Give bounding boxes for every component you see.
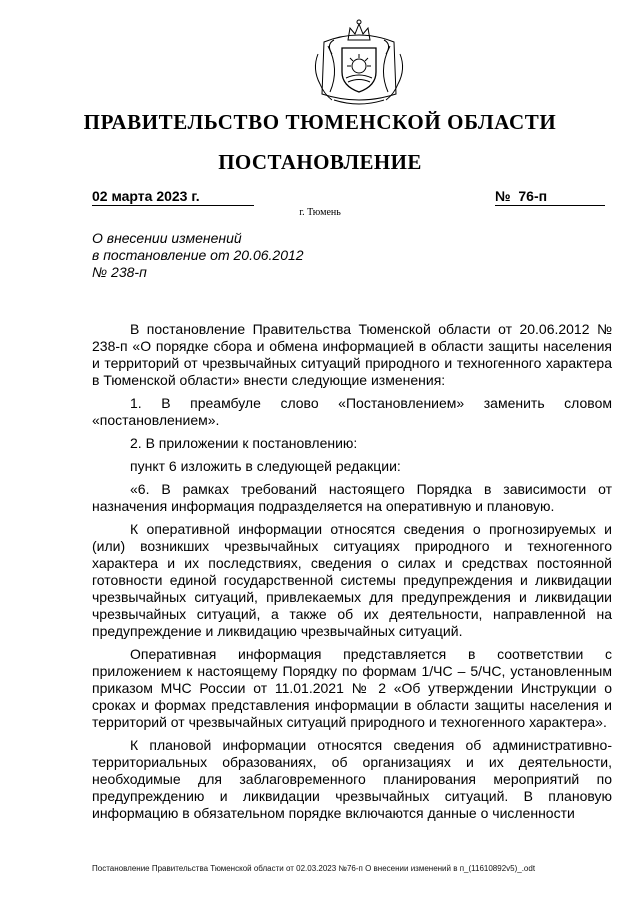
subject-line-2: в постановление от 20.06.2012: [92, 247, 304, 263]
paragraph-6: К оперативной информации относятся сведения о прогнозируемых и (или) возникших чрезвычайных ситуациях природного и техногенного характера и их последствиях, сведения о силах и средствах постоянной готовности единой государственной системы предупреждения и ликвидации чрезвычайных ситуаций, привлекаемых для предупреждения и ликвидации чрезвычайных ситуаций, а также об их деятельности, направленной на предупреждение и ликвидацию чрезвычайных ситуаций.: [92, 521, 612, 639]
document-type: ПОСТАНОВЛЕНИЕ: [218, 150, 422, 174]
subject-line-1: О внесении изменений: [92, 230, 242, 246]
paragraph-1: В постановление Правительства Тюменской области от 20.06.2012 № 238-п «О порядке сбора и обмена информацией в области защиты населения и территорий от чрезвычайных ситуаций природного и техногенного характера в Тюменской области» внести следующие изменения:: [92, 321, 612, 388]
document-date: 02 марта 2023 г.: [92, 188, 254, 206]
document-body: [92, 321, 612, 828]
paragraph-8: К плановой информации относятся сведения об административно-территориальных образованиях, об организациях и их деятельности, необходимые для заблаговременного планирования мероприятий по предупреждению и ликвидации чрезвычайных ситуаций. В плановую информацию в обязательном порядке включаются данные о численности: [92, 737, 612, 821]
paragraph-4: пункт 6 изложить в следующей редакции:: [130, 458, 401, 474]
government-title: ПРАВИТЕЛЬСТВО ТЮМЕНСКОЙ ОБЛАСТИ: [83, 110, 557, 134]
number-value: 76-п: [518, 188, 548, 204]
document-subject: [92, 230, 352, 281]
paragraph-3: 2. В приложении к постановлению:: [130, 435, 358, 451]
city: г. Тюмень: [299, 207, 341, 218]
number-label: №: [495, 188, 511, 204]
document-number: [495, 188, 605, 206]
paragraph-2: 1. В преамбуле слово «Постановлением» заменить словом «постановлением».: [92, 395, 612, 428]
subject-line-3: № 238-п: [92, 264, 147, 280]
paragraph-7: Оперативная информация представляется в соответствии с приложением к настоящему Порядку по формам 1/ЧС – 5/ЧС, установленным приказом МЧС России от 11.01.2021 № 2 «Об утверждении Инструкции о сроках и формах представления информации в области защиты населения и территорий от чрезвычайных ситуаций природного и техногенного характера».: [92, 646, 612, 730]
paragraph-5: «6. В рамках требований настоящего Порядка в зависимости от назначения информация подразделяется на оперативную и плановую.: [92, 481, 612, 514]
coat-of-arms-icon: [310, 14, 408, 110]
page-footer: Постановление Правительства Тюменской области от 02.03.2023 №76-п О внесении изменений в п_(11610892v5)_.odt: [92, 864, 536, 873]
